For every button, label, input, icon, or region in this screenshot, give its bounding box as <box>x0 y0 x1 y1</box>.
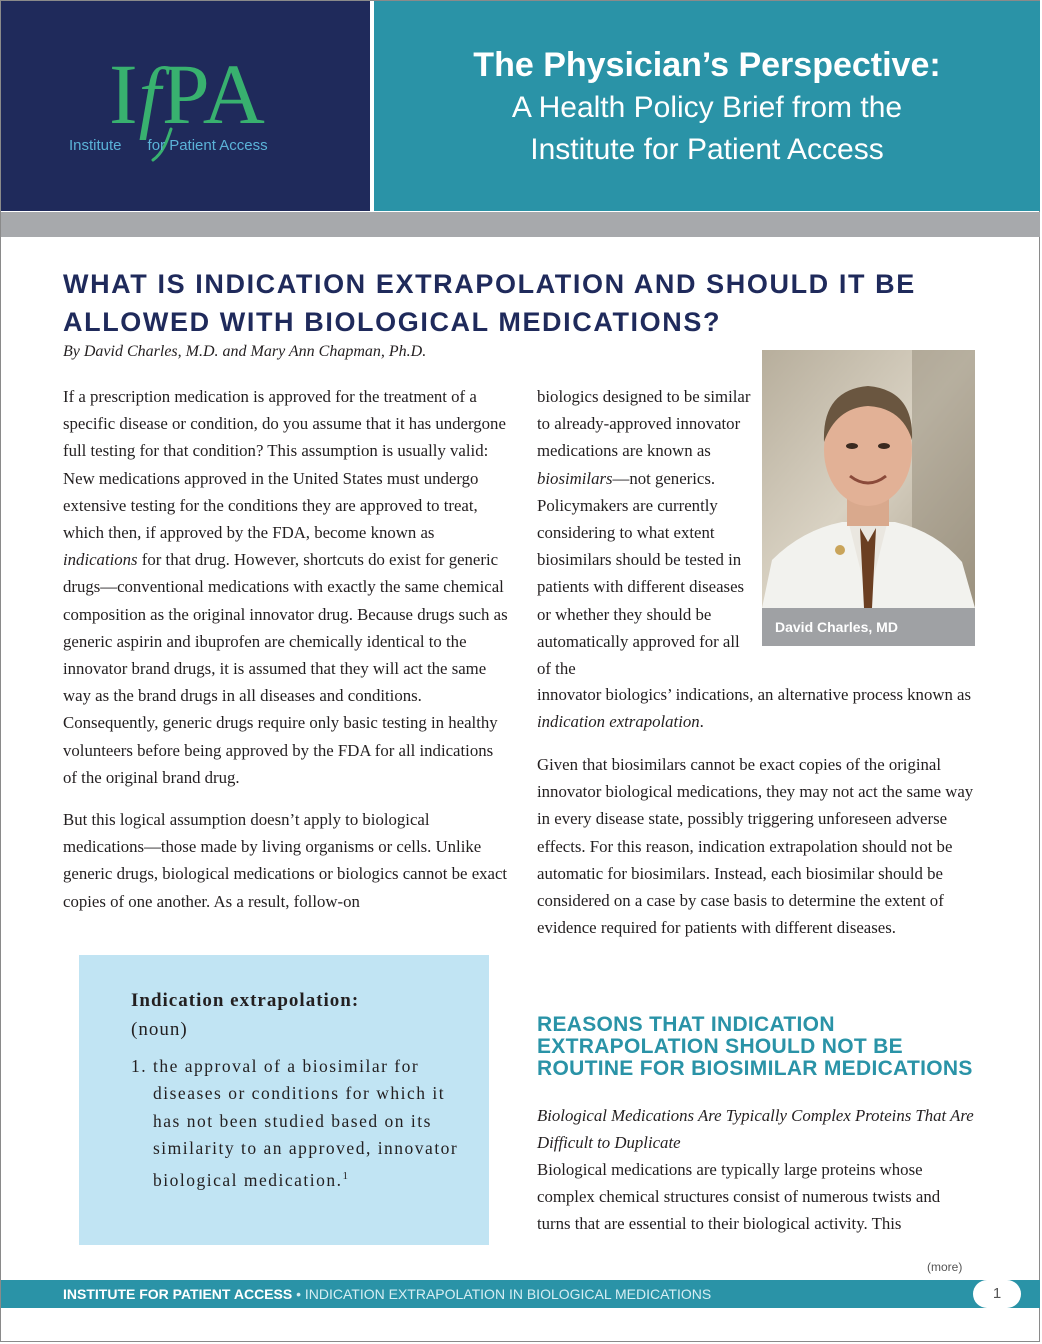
photo-caption: David Charles, MD <box>762 608 975 646</box>
logo-subtitle-left: Institute <box>69 137 122 154</box>
column-right-continuation <box>537 681 987 735</box>
article-byline: By David Charles, M.D. and Mary Ann Chapman, Ph.D. <box>63 343 427 360</box>
paragraph-biologics: But this logical assumption doesn’t apply to biological medications—those made by living organisms or cells. Unlike generic drugs, biological medications or biologics cannot be exact copies of one another. As a result, follow-on <box>63 810 508 911</box>
definition-term: Indication extrapolation: <box>131 990 360 1011</box>
footer-org: INSTITUTE FOR PATIENT ACCESS <box>63 1286 293 1302</box>
page-number: 1 <box>973 1280 1021 1308</box>
continued-marker: (more) <box>927 1260 963 1274</box>
footer-text <box>63 1280 711 1308</box>
paragraph-proteins: Biological medications are typically large proteins whose complex chemical structures consist of numerous twists and turns that are essential to their biological activity. This <box>537 1160 941 1234</box>
author-photo <box>762 350 975 646</box>
definition-list <box>131 1053 461 1194</box>
logo-subtitle-right: for Patient Access <box>147 137 268 154</box>
column-right-top <box>537 383 753 682</box>
title-panel <box>374 1 1040 211</box>
column-right-middle <box>537 751 975 941</box>
footer-topic: INDICATION EXTRAPOLATION IN BIOLOGICAL MEDICATIONS <box>304 1286 712 1302</box>
footer-separator: • <box>296 1286 301 1302</box>
definition-part-of-speech: (noun) <box>131 1019 188 1040</box>
newsletter-subtitle-line1: A Health Policy Brief from the <box>511 91 903 124</box>
newsletter-subtitle <box>374 87 1040 171</box>
newsletter-subtitle-line2: Institute for Patient Access <box>530 133 884 166</box>
definition-item: 1. the approval of a biosimilar for diseases or conditions for which it has not been studied based on its similarity to an approved, innovator biological medication.$^1$ <box>131 1056 459 1190</box>
footnote-marker: 1 <box>342 1169 350 1182</box>
footer-bar <box>1 1280 1040 1308</box>
logo-panel <box>1 1 370 211</box>
column-left <box>63 383 508 915</box>
author-portrait-image <box>762 350 975 608</box>
paragraph-intro: If a prescription medication is approved for the treatment of a specific disease or condition, do you assume that it has undergone full testing for that condition? This assumption is usually valid: New medications approved in the United States must undergo extensive testing for the conditions they are approved to treat, which then, if approved by the FDA, become known as indications for that drug. However, shortcuts do exist for generic drugs—conventional medications with exactly the same chemical composition as the original innovator drug. Because drugs such as generic aspirin and ibuprofen are chemically identical to the innovator brand drugs, it is assumed that they will act the same way as the brand drugs in all diseases and conditions. Consequently, generic drugs require only basic testing in healthy volunteers before being approved by the FDA for all indications of the original brand drug. <box>63 387 508 787</box>
ifpa-logo: IfPA <box>109 46 266 142</box>
section-subheading: Biological Medications Are Typically Complex Proteins That Are Difficult to Duplicate <box>537 1106 974 1153</box>
definition-box <box>79 955 489 1245</box>
paragraph-biosimilar-evidence: Given that biosimilars cannot be exact copies of the original innovator biological medications, they may not act the same way in every disease state, possibly triggering unforeseen adverse effects. For this reason, indication extrapolation should not be automatic for biosimilars. Instead, each biosimilar should be considered on a case by case basis to determine the extent of evidence required for patients with different diseases. <box>537 755 974 938</box>
newsletter-title: The Physician’s Perspective: <box>473 46 941 84</box>
column-right-bottom <box>537 1156 977 1238</box>
section-heading: REASONS THAT INDICATION EXTRAPOLATION SHOULD NOT BE ROUTINE FOR BIOSIMILAR MEDICATIONS <box>537 1013 973 1080</box>
article-headline: WHAT IS INDICATION EXTRAPOLATION AND SHOULD IT BE ALLOWED WITH BIOLOGICAL MEDICATIONS? <box>63 269 916 337</box>
logo-subtitle <box>69 137 268 154</box>
paragraph-biosimilars: biologics designed to be similar to already-approved innovator medications are known as biosimilars—not generics. Policymakers are currently considering to what extent biosimilars should be tested in patients with different diseases or whether they should be automatically approved for all of the <box>537 387 751 679</box>
paragraph-extrapolation-end: innovator biologics’ indications, an alternative process known as indication extrapolation. <box>537 685 972 732</box>
header-divider-band <box>1 212 1040 237</box>
